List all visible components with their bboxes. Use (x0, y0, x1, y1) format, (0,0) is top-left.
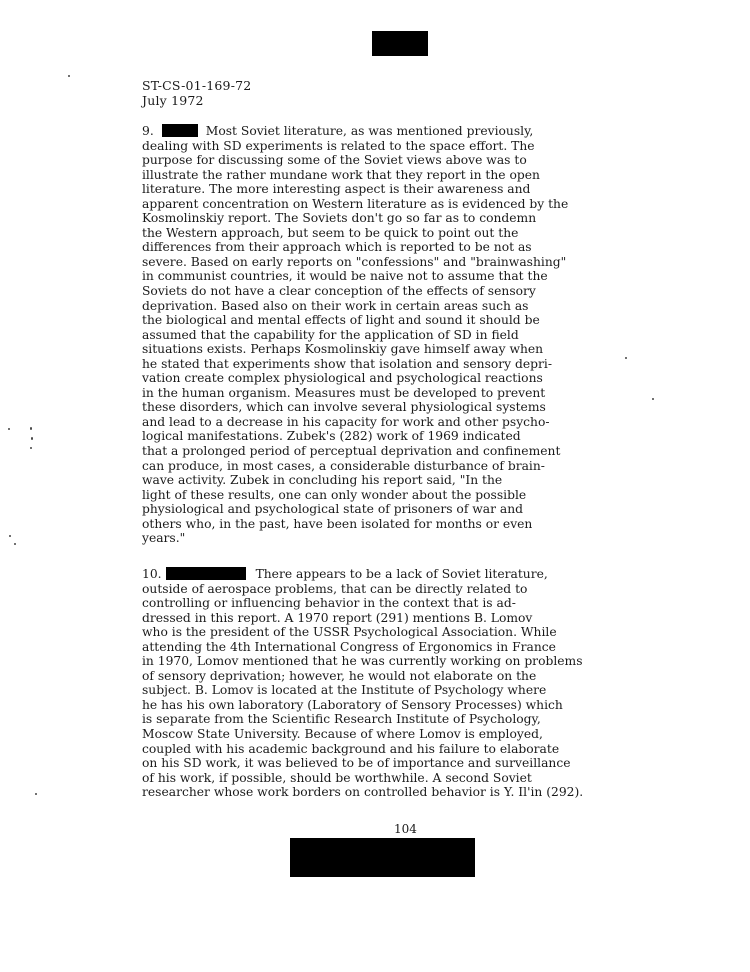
scan-speck (30, 427, 32, 430)
page-number: 104 (394, 822, 417, 836)
paragraph-line: logical manifestations. Zubek's (282) work of 1969 indicated (142, 429, 521, 444)
paragraph-line: he stated that experiments show that isolation and sensory depri- (142, 356, 553, 371)
paragraph-line: the Western approach, but seem to be quick to point out the (142, 225, 519, 240)
paragraph-line: coupled with his academic background and his failure to elaborate (142, 741, 560, 756)
paragraph-line: illustrate the rather mundane work that they report in the open (142, 167, 540, 182)
paragraph-line: in communist countries, it would be naive not to assume that the (142, 269, 548, 284)
paragraph-line: can produce, in most cases, a considerable disturbance of brain- (142, 458, 545, 473)
paragraph-line: these disorders, which can involve several physiological systems (142, 400, 546, 415)
paragraph-line: light of these results, one can only wonder about the possible (142, 487, 527, 502)
paragraph-line: is separate from the Scientific Research Institute of Psychology, (142, 712, 541, 727)
paragraph-line: the biological and mental effects of light and sound it should be (142, 313, 540, 328)
paragraph-line: Kosmolinskiy report. The Soviets don't go so far as to condemn (142, 211, 537, 226)
scan-speck (14, 543, 16, 545)
scan-speck (8, 428, 10, 430)
paragraph-line: on his SD work, it was believed to be of importance and surveillance (142, 756, 571, 771)
paragraph-line: physiological and psychological state of prisoners of war and (142, 502, 524, 517)
paragraph-line: in 1970, Lomov mentioned that he was currently working on problems (142, 654, 583, 669)
paragraph-line: assumed that the capability for the application of SD in field (142, 327, 519, 342)
document-id: ST-CS-01-169-72 (142, 78, 252, 93)
scan-speck (652, 398, 654, 400)
paragraph-line: wave activity. Zubek in concluding his report said, "In the (142, 473, 503, 488)
paragraph-line: of sensory deprivation; however, he would not elaborate on the (142, 668, 537, 683)
paragraph-number: 10. (142, 567, 162, 581)
paragraph-line: that a prolonged period of perceptual deprivation and confinement (142, 444, 561, 459)
paragraph-line: purpose for discussing some of the Soviet views above was to (142, 153, 527, 168)
paragraph-line: vation create complex physiological and psychological reactions (142, 371, 543, 386)
paragraph-line: subject. B. Lomov is located at the Institute of Psychology where (142, 683, 547, 698)
paragraph-line: differences from their approach which is reported to be not as (142, 240, 532, 255)
paragraph-line: Moscow State University. Because of where Lomov is employed, (142, 727, 543, 742)
paragraph-line: literature. The more interesting aspect is their awareness and (142, 182, 531, 197)
paragraph-10 (142, 567, 652, 800)
paragraph-line: deprivation. Based also on their work in certain areas such as (142, 298, 529, 313)
redaction-inline (162, 124, 198, 137)
paragraph-line: dealing with SD experiments is related to the space effort. The (142, 138, 535, 153)
paragraph-line: dressed in this report. A 1970 report (291) mentions B. Lomov (142, 610, 533, 625)
redaction-bar-top (372, 31, 428, 56)
paragraph-number: 9. (142, 124, 154, 138)
scan-speck (35, 793, 37, 795)
paragraph-line: others who, in the past, have been isolated for months or even (142, 516, 533, 531)
paragraph-line: attending the 4th International Congress of Ergonomics in France (142, 639, 556, 654)
scan-speck (31, 437, 33, 440)
paragraph-line: apparent concentration on Western literature as is evidenced by the (142, 196, 569, 211)
paragraph-line: in the human organism. Measures must be developed to prevent (142, 385, 546, 400)
paragraph-line: who is the president of the USSR Psychological Association. While (142, 625, 557, 640)
redaction-inline (166, 567, 246, 580)
paragraph-line: researcher whose work borders on controlled behavior is Y. Il'in (292). (142, 785, 584, 800)
scan-speck (9, 535, 11, 537)
redaction-bar-bottom (290, 838, 475, 877)
paragraph-line: he has his own laboratory (Laboratory of Sensory Processes) which (142, 697, 563, 712)
scan-speck (625, 357, 627, 359)
paragraph-9 (142, 124, 652, 546)
paragraph-line: of his work, if possible, should be worthwhile. A second Soviet (142, 770, 532, 785)
document-header (142, 78, 251, 108)
paragraph-line: years." (142, 531, 186, 546)
paragraph-line: 9. Most Soviet literature, as was mentioned previously, (142, 124, 534, 138)
scan-speck (30, 447, 32, 449)
paragraph-line: and lead to a decrease in his capacity for work and other psycho- (142, 414, 550, 429)
paragraph-line: controlling or influencing behavior in the context that is ad- (142, 596, 516, 611)
paragraph-line: severe. Based on early reports on "confessions" and "brainwashing" (142, 254, 567, 269)
paragraph-line: situations exists. Perhaps Kosmolinskiy gave himself away when (142, 342, 544, 357)
paragraph-line: outside of aerospace problems, that can be directly related to (142, 581, 528, 596)
scan-speck (68, 75, 70, 77)
paragraph-line: Soviets do not have a clear conception of the effects of sensory (142, 284, 536, 299)
document-date: July 1972 (142, 93, 204, 108)
paragraph-line: 10. There appears to be a lack of Soviet literature, (142, 567, 548, 581)
